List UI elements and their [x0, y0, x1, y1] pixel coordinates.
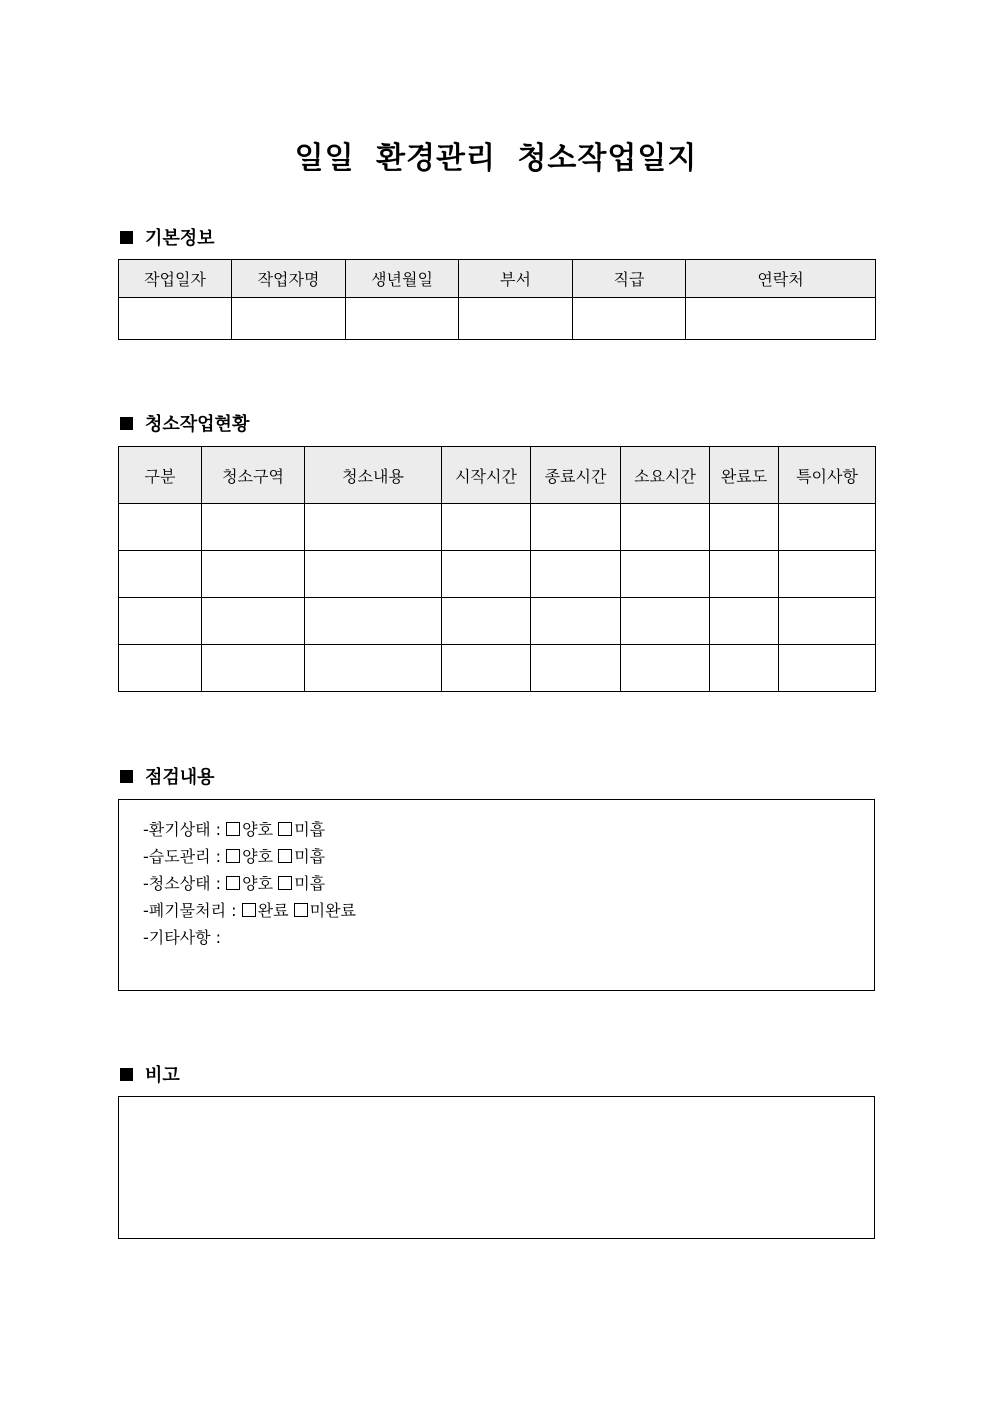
section-title: 기본정보	[145, 228, 215, 249]
department-cell[interactable]	[459, 298, 573, 340]
header-worker-name: 작업자명	[232, 260, 346, 298]
header-duration: 소요시간	[621, 447, 710, 504]
header-end-time: 종료시간	[531, 447, 621, 504]
inspection-item-waste: -폐기물처리 : 완료 미완료	[143, 901, 357, 920]
checkbox-icon[interactable]	[226, 849, 240, 863]
inspection-item-ventilation: -환기상태 : 양호 미흡	[143, 820, 326, 839]
section-title: 점검내용	[145, 767, 215, 788]
position-cell[interactable]	[573, 298, 686, 340]
checkbox-icon[interactable]	[278, 822, 292, 836]
inspection-item-humidity: -습도관리 : 양호 미흡	[143, 847, 326, 866]
header-birth-date: 생년월일	[346, 260, 459, 298]
checkbox-icon[interactable]	[278, 876, 292, 890]
table-row	[119, 598, 876, 645]
header-category: 구분	[119, 447, 202, 504]
section-basic-info	[120, 224, 215, 250]
table-row	[119, 504, 876, 551]
header-contact: 연락처	[686, 260, 876, 298]
square-bullet-icon	[120, 417, 133, 430]
table-row	[119, 645, 876, 692]
header-content: 청소내용	[305, 447, 442, 504]
cleaning-status-table	[118, 446, 876, 692]
contact-cell[interactable]	[686, 298, 876, 340]
checkbox-icon[interactable]	[226, 876, 240, 890]
worker-name-cell[interactable]	[232, 298, 346, 340]
section-inspection	[120, 763, 215, 789]
header-area: 청소구역	[202, 447, 305, 504]
inspection-box	[118, 799, 875, 991]
section-cleaning-status	[120, 410, 249, 436]
table-header-row	[119, 447, 876, 504]
checkbox-icon[interactable]	[294, 903, 308, 917]
remarks-box[interactable]	[118, 1096, 875, 1239]
header-position: 직급	[573, 260, 686, 298]
inspection-item-other: -기타사항 :	[143, 928, 222, 947]
square-bullet-icon	[120, 1068, 133, 1081]
header-notes: 특이사항	[779, 447, 876, 504]
checkbox-icon[interactable]	[242, 903, 256, 917]
header-work-date: 작업일자	[119, 260, 232, 298]
header-completion: 완료도	[710, 447, 779, 504]
table-header-row	[119, 260, 876, 298]
birth-date-cell[interactable]	[346, 298, 459, 340]
basic-info-table	[118, 259, 876, 340]
table-row	[119, 298, 876, 340]
table-row	[119, 551, 876, 598]
section-remarks	[120, 1061, 180, 1087]
checkbox-icon[interactable]	[278, 849, 292, 863]
checkbox-icon[interactable]	[226, 822, 240, 836]
square-bullet-icon	[120, 231, 133, 244]
section-title: 비고	[145, 1065, 180, 1086]
inspection-item-cleanliness: -청소상태 : 양호 미흡	[143, 874, 326, 893]
square-bullet-icon	[120, 770, 133, 783]
section-title: 청소작업현황	[145, 414, 250, 435]
page-title: 일일 환경관리 청소작업일지	[294, 141, 698, 176]
work-date-cell[interactable]	[119, 298, 232, 340]
header-start-time: 시작시간	[442, 447, 531, 504]
header-department: 부서	[459, 260, 573, 298]
